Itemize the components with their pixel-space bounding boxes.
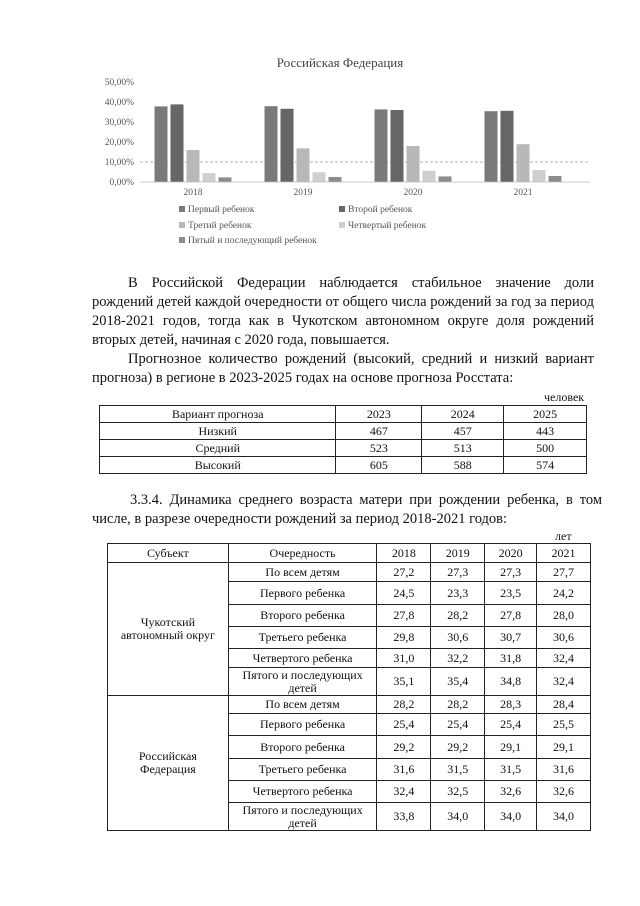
y-tick-label: 10,00%	[104, 158, 134, 168]
subject-cell-chukotka: Чукотский автономный округ	[108, 563, 229, 696]
table-header-cell: 2019	[431, 544, 485, 563]
table-cell: Первого ребенка	[228, 582, 377, 605]
table-cell: Пятого и последующих детей	[228, 803, 377, 831]
table-cell: Высокий	[100, 457, 336, 474]
bar	[375, 109, 388, 182]
table-cell: 28,2	[377, 696, 431, 714]
table-cell: Четвертого ребенка	[228, 649, 377, 668]
bar	[501, 111, 514, 182]
table-cell: 27,8	[377, 605, 431, 627]
bar	[219, 177, 232, 182]
table-cell: 27,7	[537, 563, 591, 582]
table-cell: Пятого и последующих детей	[228, 668, 377, 696]
mother-age-table	[107, 543, 591, 831]
table-cell: 28,3	[485, 696, 537, 714]
forecast-table	[99, 405, 587, 474]
table-cell: 32,6	[485, 781, 537, 803]
table-cell: 32,4	[537, 668, 591, 696]
table-cell: Третьего ребенка	[228, 759, 377, 781]
bar	[281, 109, 294, 182]
x-tick-label: 2021	[513, 188, 533, 198]
table-cell: 35,1	[377, 668, 431, 696]
table-cell: Второго ребенка	[228, 736, 377, 759]
bar	[171, 104, 184, 182]
table-cell: 31,5	[485, 759, 537, 781]
table-cell: 605	[336, 457, 422, 474]
bar	[265, 106, 278, 182]
table-cell: 523	[336, 440, 422, 457]
bar	[391, 110, 404, 182]
legend-label: Пятый и последующий ребенок	[188, 236, 317, 246]
bar	[329, 177, 342, 182]
table-cell: 34,0	[537, 803, 591, 831]
table-cell: 33,8	[377, 803, 431, 831]
bar	[313, 172, 326, 182]
legend-label: Четвертый ребенок	[348, 221, 427, 231]
table-cell: 30,6	[431, 627, 485, 649]
table-cell: 28,2	[431, 696, 485, 714]
legend-swatch	[179, 222, 185, 228]
table-cell: 28,0	[537, 605, 591, 627]
table-cell: 588	[422, 457, 504, 474]
table-cell: 29,2	[431, 736, 485, 759]
bar	[187, 150, 200, 182]
y-tick-label: 20,00%	[104, 138, 134, 148]
table-cell: 35,4	[431, 668, 485, 696]
table-cell: 31,8	[485, 649, 537, 668]
legend-label: Второй ребенок	[348, 205, 413, 215]
table-cell: 30,6	[537, 627, 591, 649]
table-cell: 443	[504, 423, 587, 440]
table-cell: 34,8	[485, 668, 537, 696]
table-cell: Средний	[100, 440, 336, 457]
table-cell: По всем детям	[228, 696, 377, 714]
bar	[549, 176, 562, 182]
table-cell: 24,5	[377, 582, 431, 605]
y-tick-label: 50,00%	[104, 78, 134, 88]
paragraph-share-births: В Российской Федерации наблюдается стабильное значение доли рождений детей каждой очередности от общего числа рождений за год за период 2018-2021 годов, тогда как в Чукотском автономном округе доля рождений вторых детей, начиная с 2020 года, повышается.	[92, 275, 594, 348]
x-tick-label: 2020	[403, 188, 423, 198]
table-cell: 34,0	[431, 803, 485, 831]
table-cell: Третьего ребенка	[228, 627, 377, 649]
table-cell: 29,1	[485, 736, 537, 759]
age-unit-label: лет	[555, 529, 572, 543]
bar	[485, 111, 498, 182]
table-header-cell: 2024	[422, 406, 504, 423]
x-tick-label: 2018	[183, 188, 203, 198]
table-cell: 574	[504, 457, 587, 474]
table-cell: 500	[504, 440, 587, 457]
table-header-cell: 2020	[485, 544, 537, 563]
table-cell: 29,8	[377, 627, 431, 649]
table-cell: 30,7	[485, 627, 537, 649]
table-cell: 29,1	[537, 736, 591, 759]
table-row	[100, 440, 587, 457]
forecast-unit-label: человек	[544, 390, 585, 404]
table-cell: Четвертого ребенка	[228, 781, 377, 803]
table-header-cell: 2025	[504, 406, 587, 423]
table-row	[100, 423, 587, 440]
table-cell: 27,3	[431, 563, 485, 582]
table-row	[108, 696, 591, 714]
x-tick-label: 2019	[293, 188, 313, 198]
table-cell: 23,3	[431, 582, 485, 605]
table-header-cell: Очередность	[228, 544, 377, 563]
bar	[517, 144, 530, 182]
table-cell: 32,5	[431, 781, 485, 803]
table-header-row	[100, 406, 587, 423]
bar	[407, 146, 420, 182]
table-header-cell: 2021	[537, 544, 591, 563]
table-cell: 31,6	[537, 759, 591, 781]
table-cell: 25,4	[431, 714, 485, 736]
table-cell: 29,2	[377, 736, 431, 759]
chart-title: Российская Федерация	[276, 55, 404, 70]
legend-swatch	[339, 222, 345, 228]
table-cell: 28,2	[431, 605, 485, 627]
table-cell: 31,6	[377, 759, 431, 781]
table-cell: 27,2	[377, 563, 431, 582]
table-cell: 31,0	[377, 649, 431, 668]
legend-swatch	[179, 206, 185, 212]
bar	[533, 170, 546, 182]
table-cell: Второго ребенка	[228, 605, 377, 627]
table-header-cell: 2018	[377, 544, 431, 563]
table-header-cell: Вариант прогноза	[100, 406, 336, 423]
table-cell: 467	[336, 423, 422, 440]
table-cell: Низкий	[100, 423, 336, 440]
legend-label: Первый ребенок	[188, 205, 255, 215]
table-cell: 32,4	[537, 649, 591, 668]
table-cell: 25,5	[537, 714, 591, 736]
table-header-row	[108, 544, 591, 563]
table-cell: 23,5	[485, 582, 537, 605]
bar	[297, 148, 310, 182]
birth-order-chart	[90, 50, 610, 260]
table-row	[108, 563, 591, 582]
table-header-cell: 2023	[336, 406, 422, 423]
subject-cell-russia: Российская Федерация	[108, 696, 229, 831]
bar	[423, 171, 436, 182]
legend-label: Третий ребенок	[188, 221, 252, 231]
table-row	[100, 457, 587, 474]
table-cell: 28,4	[537, 696, 591, 714]
legend-swatch	[339, 206, 345, 212]
y-tick-label: 30,00%	[104, 118, 134, 128]
table-header-cell: Субъект	[108, 544, 229, 563]
table-cell: 32,4	[377, 781, 431, 803]
table-cell: 457	[422, 423, 504, 440]
table-cell: 25,4	[485, 714, 537, 736]
table-cell: 27,3	[485, 563, 537, 582]
table-cell: 27,8	[485, 605, 537, 627]
legend-swatch	[179, 237, 185, 243]
bar	[155, 106, 168, 182]
table-cell: 24,2	[537, 582, 591, 605]
table-cell: По всем детям	[228, 563, 377, 582]
bar	[203, 173, 216, 182]
table-cell: 31,5	[431, 759, 485, 781]
y-tick-label: 40,00%	[104, 98, 134, 108]
table-cell: 25,4	[377, 714, 431, 736]
paragraph-forecast-intro: Прогнозное количество рождений (высокий, средний и низкий вариант прогноза) в регионе в 2023-2025 годах на основе прогноза Росстата:	[92, 351, 594, 386]
table-cell: 34,0	[485, 803, 537, 831]
table-cell: 513	[422, 440, 504, 457]
bar	[439, 176, 452, 182]
y-tick-label: 0,00%	[109, 178, 134, 188]
table-cell: 32,2	[431, 649, 485, 668]
section-heading-3-3-4: 3.3.4. Динамика среднего возраста матери при рождении ребенка, в том числе, в разрезе очередности рождений за период 2018-2021 годов:	[92, 492, 602, 527]
table-cell: 32,6	[537, 781, 591, 803]
table-cell: Первого ребенка	[228, 714, 377, 736]
